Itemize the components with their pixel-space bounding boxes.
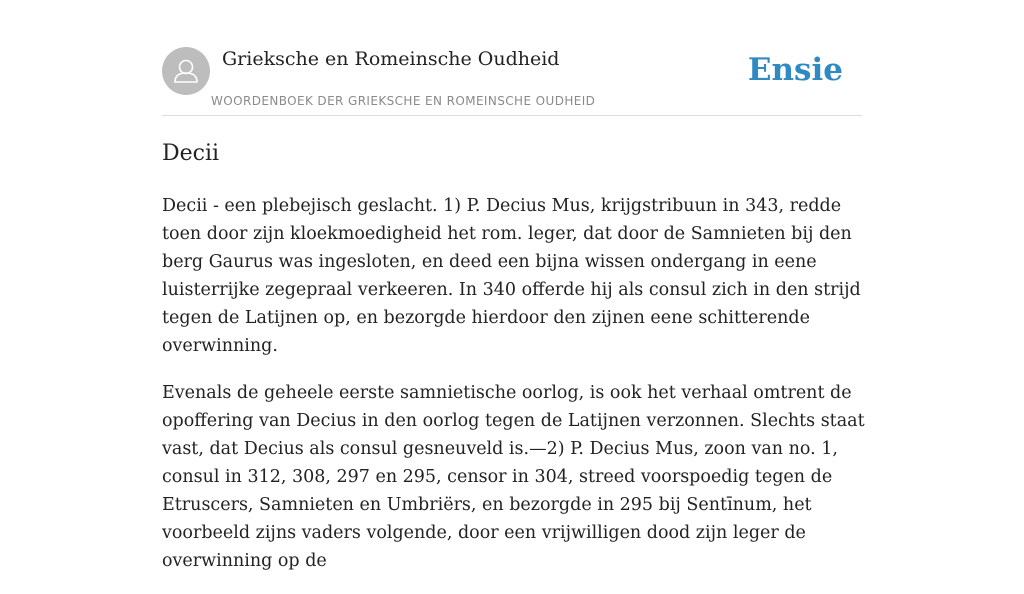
brand-logo[interactable]: Ensie [747, 52, 843, 88]
source-subtitle: WOORDENBOEK DER GRIEKSCHE EN ROMEINSCHE OUDHEID [211, 94, 596, 108]
source-title[interactable]: Grieksche en Romeinsche Oudheid [222, 48, 560, 70]
entry-paragraph: Decii - een plebejisch geslacht. 1) P. Decius Mus, krijgstribuun in 343, redde toen door zijn kloekmoedigheid het rom. leger, dat door de Samnieten bij den berg Gaurus was ingesloten, en deed een bijna wissen ondergang in eene luisterrijke zegepraal verkeeren. In 340 offerde hij als consul zich in den strijd tegen de Latijnen op, en bezorgde hierdoor den zijnen eene schitterende overwinning. [162, 196, 861, 356]
entry-paragraph: Evenals de geheele eerste samnietische oorlog, is ook het verhaal omtrent de opoffering van Decius in den oorlog tegen de Latijnen verzonnen. Slechts staat vast, dat Decius als consul gesneuveld is.—2) P. Decius Mus, zoon van no. 1, consul in 312, 308, 297 en 295, censor in 304, streed voorspoedig tegen de Etruscers, Samnieten en Umbriërs, en bezorgde in 295 bij Sentīnum, het voorbeeld zijns vaders volgende, door een vrijwilligen dood zijn leger de overwinning op de [162, 383, 865, 571]
source-header [162, 46, 862, 116]
entry-title: Decii [162, 141, 220, 166]
entry-body [162, 192, 868, 594]
user-avatar-icon[interactable] [162, 47, 210, 95]
